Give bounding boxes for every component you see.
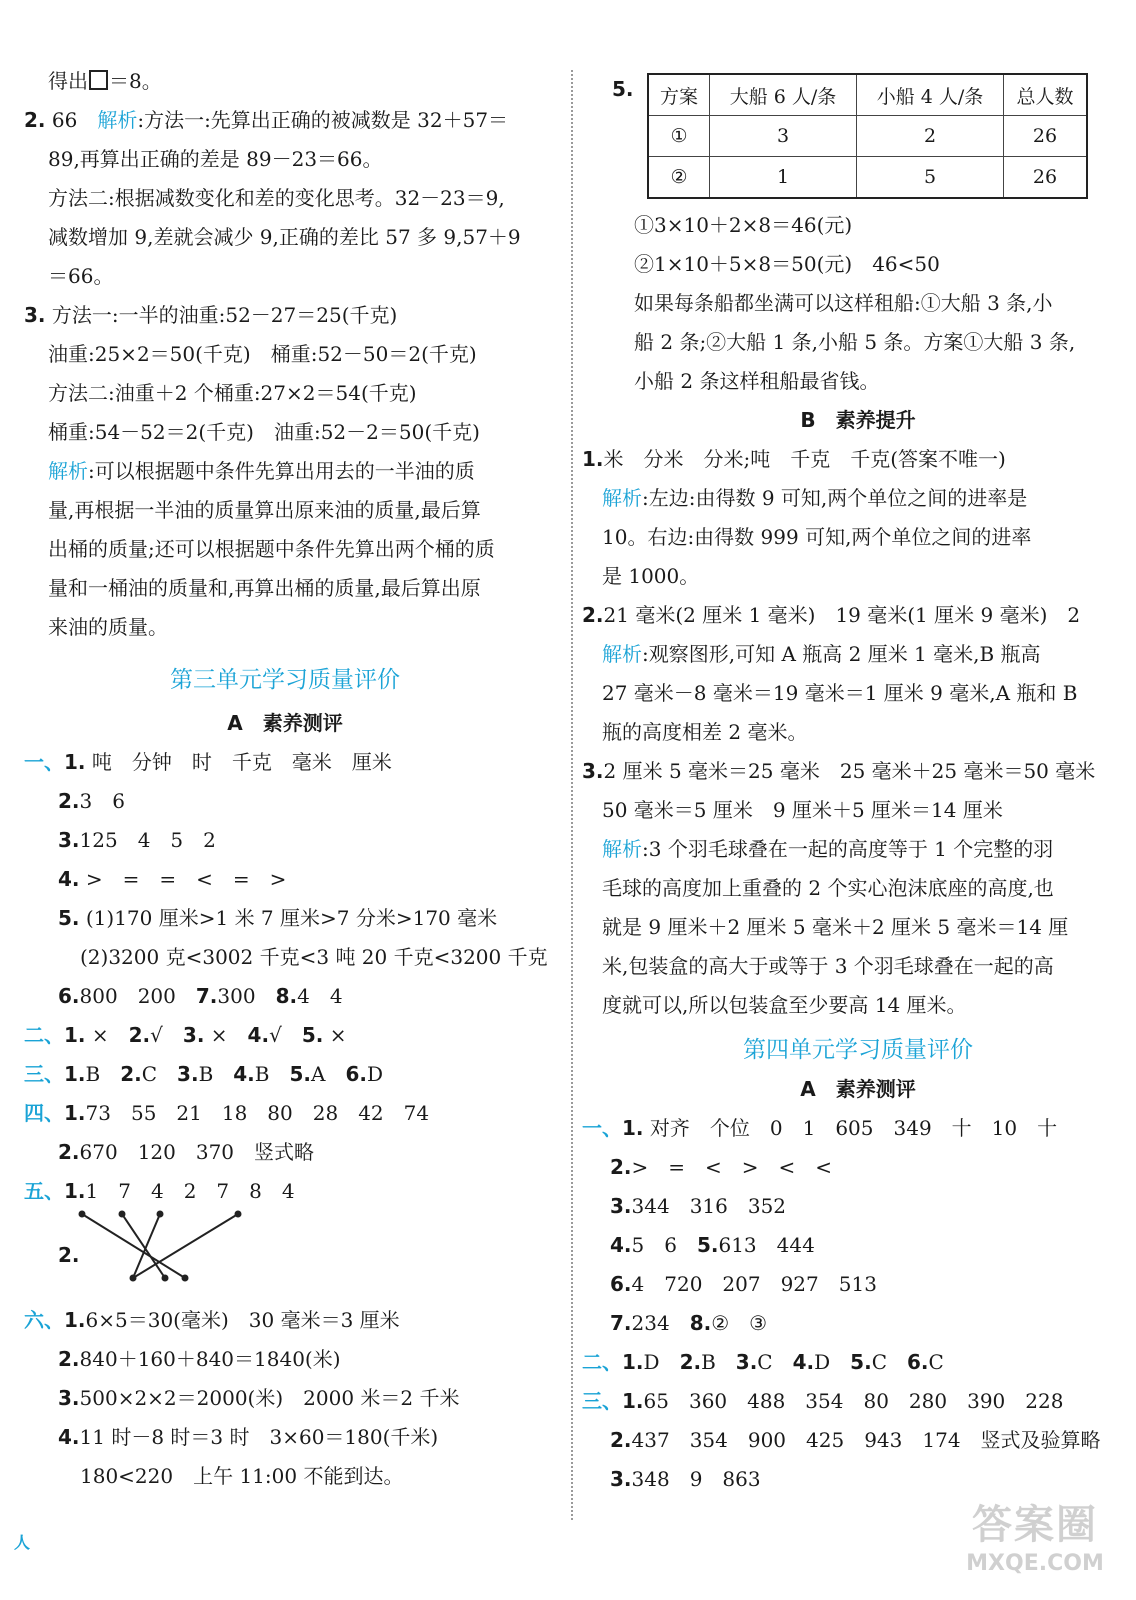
answer: 吨 分钟 时 千克 毫米 厘米: [91, 750, 392, 774]
text-line: 50 毫米＝5 厘米 9 厘米＋5 厘米＝14 厘米: [602, 798, 1003, 822]
text-line: 油重:25×2＝50(千克) 桶重:52－50＝2(千克): [48, 342, 477, 366]
text: :方法一:先算出正确的被减数是 32＋57＝: [137, 108, 509, 132]
text: :左边:由得数 9 可知,两个单位之间的进率是: [642, 486, 1028, 510]
answer: C: [871, 1350, 887, 1374]
match-dot: [130, 1275, 137, 1282]
answer: A: [311, 1062, 326, 1086]
answer: B: [85, 1062, 101, 1086]
answer: C: [757, 1350, 773, 1374]
text: ＝8。: [109, 69, 162, 93]
question-number: 1.: [64, 1023, 86, 1047]
section-marker: 一、: [582, 1116, 622, 1140]
text: 得出: [48, 69, 88, 93]
match-line: [133, 1214, 238, 1278]
table-cell: 3: [710, 116, 857, 157]
answer: 65 360 488 354 80 280 390 228: [643, 1389, 1064, 1413]
text-line: 89,再算出正确的差是 89－23＝66。: [48, 147, 383, 171]
question-number: 1.: [622, 1116, 644, 1140]
answer: ② ③: [711, 1311, 768, 1335]
question-number: 3.: [610, 1467, 632, 1491]
answer: 800 200: [79, 984, 176, 1008]
question-number: 5.: [612, 77, 634, 101]
text-line: 船 2 条;②大船 1 条,小船 5 条。方案①大船 3 条,: [634, 330, 1076, 354]
question-number: 1.: [64, 1101, 86, 1125]
question-number: 3.: [58, 1386, 80, 1410]
table-header: 小船 4 人/条: [857, 74, 1004, 116]
table-header: 方案: [648, 74, 710, 116]
question-number: 3.: [177, 1062, 199, 1086]
answer: 21 毫米(2 厘米 1 毫米) 19 毫米(1 厘米 9 毫米) 2: [603, 603, 1081, 627]
question-number: 5.: [850, 1350, 872, 1374]
analysis-label: 解析: [602, 642, 642, 666]
answer: 11 时－8 时＝3 时 3×60＝180(千米): [79, 1425, 439, 1449]
text-line: 度就可以,所以包装盒至少要高 14 厘米。: [602, 993, 967, 1017]
answer-line: [582, 1347, 944, 1377]
question-number: 2.: [610, 1428, 632, 1452]
analysis-line: [602, 834, 1053, 864]
analysis-line: [48, 456, 475, 486]
answer: 234: [631, 1311, 670, 1335]
question-number: 1.: [64, 750, 86, 774]
answer: ×: [210, 1023, 228, 1047]
answer: 670 120 370 竖式略: [79, 1140, 315, 1164]
table-cell: ①: [648, 116, 710, 157]
text: :可以根据题中条件先算出用去的一半油的质: [88, 459, 475, 483]
answer-line: [58, 1344, 341, 1374]
text-line: 出桶的质量;还可以根据题中条件先算出两个桶的质: [48, 537, 495, 561]
text-line: ②1×10＋5×8＝50(元) 46<50: [634, 252, 940, 276]
answer: D: [366, 1062, 384, 1086]
question-number: 5.: [696, 1233, 719, 1257]
answer: 613 444: [718, 1233, 815, 1257]
question-number: 2.: [58, 789, 80, 813]
answer: C: [141, 1062, 158, 1086]
answer: 125 4 5 2: [79, 828, 216, 852]
table-header: 大船 6 人/条: [710, 74, 857, 116]
question-number: 3.: [582, 759, 604, 783]
answer: 1 7 4 2 7 8 4: [85, 1179, 295, 1203]
analysis-label: 解析: [48, 459, 88, 483]
match-dot: [119, 1211, 126, 1218]
table-row: [648, 157, 1087, 199]
question-number: 1.: [64, 1308, 86, 1332]
question-number: 2.: [58, 1140, 80, 1164]
answer: 5 6: [631, 1233, 677, 1257]
text-line: 就是 9 厘米＋2 厘米 5 毫米＋2 厘米 5 毫米＝14 厘: [602, 915, 1069, 939]
unit-title: 第三单元学习质量评价: [170, 667, 400, 693]
question-number: 2.: [58, 1347, 80, 1371]
text-line: 方法二:油重＋2 个桶重:27×2＝54(千克): [48, 381, 417, 405]
match-line: [133, 1214, 160, 1278]
answer: √: [269, 1023, 282, 1047]
question-number: 6.: [610, 1272, 632, 1296]
text-line: ①3×10＋2×8＝46(元): [634, 213, 853, 237]
table-cell: 5: [857, 157, 1004, 199]
answer-line: [48, 66, 162, 96]
question-number: 1.: [622, 1350, 644, 1374]
answer-line: [58, 903, 497, 933]
question-number: 4.: [233, 1062, 255, 1086]
table-cell: 26: [1004, 116, 1088, 157]
answer-line: [582, 600, 1080, 630]
answer-line: [24, 1098, 429, 1128]
answer-line: [58, 1383, 460, 1413]
question-number: 4.: [58, 1425, 80, 1449]
question-number: 4.: [247, 1023, 270, 1047]
answer: D: [643, 1350, 660, 1374]
question-number: 1.: [622, 1389, 644, 1413]
answer: 米 分米 分米;吨 千克 千克(答案不唯一): [603, 447, 1006, 471]
answer: 344 316 352: [631, 1194, 787, 1218]
answer-line: [582, 444, 1006, 474]
answer-line: [610, 1269, 877, 1299]
match-dot: [79, 1211, 86, 1218]
text-line: 减数增加 9,差就会减少 9,正确的差比 57 多 9,57＋9: [48, 225, 521, 249]
section-subtitle: B 素养提升: [800, 408, 916, 432]
text-line: 来油的质量。: [48, 615, 168, 639]
text-line: 桶重:54－52＝2(千克) 油重:52－2＝50(千克): [48, 420, 480, 444]
question-number: 2.: [128, 1023, 151, 1047]
answer-line: [24, 300, 397, 330]
question-number: 6.: [58, 984, 80, 1008]
answer-line: [610, 1308, 767, 1338]
text: :3 个羽毛球叠在一起的高度等于 1 个完整的羽: [642, 837, 1054, 861]
question-number: 4.: [58, 867, 80, 891]
text-line: ＝66。: [48, 264, 114, 288]
answer-line: [58, 786, 125, 816]
answer: (1)170 厘米>1 米 7 厘米>7 分米>170 毫米: [85, 906, 498, 930]
answer-line: [58, 864, 286, 894]
answer: 348 9 863: [631, 1467, 761, 1491]
question-number: 3.: [24, 303, 46, 327]
table-cell: ②: [648, 157, 710, 199]
section-marker: 四、: [24, 1101, 64, 1125]
answer-line: [58, 1422, 438, 1452]
text: 方法一:一半的油重:52－27＝25(千克): [51, 303, 398, 327]
question-number: 1.: [582, 447, 604, 471]
match-dot: [157, 1211, 164, 1218]
column-divider: [571, 70, 573, 1520]
table-cell: 2: [857, 116, 1004, 157]
section-marker: 二、: [582, 1350, 622, 1374]
question-number: 5.: [58, 906, 80, 930]
section-subtitle: A 素养测评: [800, 1077, 916, 1101]
answer: √: [150, 1023, 163, 1047]
answer-line: [24, 105, 508, 135]
watermark-text: 答案圈: [972, 1502, 1098, 1548]
answer-line: [582, 756, 1095, 786]
question-number: 1.: [64, 1179, 86, 1203]
text-line: 毛球的高度加上重叠的 2 个实心泡沫底座的高度,也: [602, 876, 1054, 900]
answer: B: [254, 1062, 270, 1086]
question-number: 3.: [58, 828, 80, 852]
matching-lines-diagram: [70, 1200, 260, 1292]
answer-line: [58, 981, 343, 1011]
unit-title: 第四单元学习质量评价: [743, 1037, 973, 1063]
watermark-logo: [950, 1500, 1120, 1590]
text: :观察图形,可知 A 瓶高 2 厘米 1 毫米,B 瓶高: [642, 642, 1041, 666]
match-line: [82, 1214, 185, 1278]
answer: ×: [91, 1023, 109, 1047]
answer: 500×2×2＝2000(米) 2000 米＝2 千米: [79, 1386, 460, 1410]
answer-line: [610, 1425, 1101, 1455]
answer: 4 720 207 927 513: [631, 1272, 877, 1296]
text-line: 瓶的高度相差 2 毫米。: [602, 720, 808, 744]
answer-line: [24, 1020, 346, 1050]
answer: ×: [329, 1023, 347, 1047]
answer-line: [610, 1230, 815, 1260]
analysis-line: [602, 639, 1041, 669]
answer: 840＋160＋840＝1840(米): [79, 1347, 341, 1371]
text-line: (2)3200 克<3002 千克<3 吨 20 千克<3200 千克: [80, 945, 548, 969]
answer-line: [582, 1113, 1057, 1143]
answer: B: [198, 1062, 214, 1086]
section-marker: 三、: [24, 1062, 64, 1086]
watermark-url: MXQE.COM: [966, 1551, 1104, 1576]
question-number: 8.: [689, 1311, 712, 1335]
question-number: 3.: [735, 1350, 758, 1374]
question-number: 7.: [195, 984, 218, 1008]
text-line: 27 毫米－8 毫米＝19 毫米＝1 厘米 9 毫米,A 瓶和 B: [602, 681, 1078, 705]
question-number: 5.: [301, 1023, 324, 1047]
text-line: 是 1000。: [602, 564, 700, 588]
question-number: 6.: [345, 1062, 367, 1086]
answer-line: [58, 825, 216, 855]
question-number: 4.: [610, 1233, 632, 1257]
answer: 6×5＝30(毫米) 30 毫米＝3 厘米: [85, 1308, 400, 1332]
analysis-label: 解析: [602, 837, 642, 861]
text-line: 180<220 上午 11:00 不能到达。: [80, 1464, 404, 1488]
match-dot: [182, 1275, 189, 1282]
table-cell: 26: [1004, 157, 1088, 199]
table-header-row: [648, 74, 1087, 116]
question-number: 2.: [610, 1155, 632, 1179]
answer: D: [814, 1350, 831, 1374]
section-marker: 六、: [24, 1308, 64, 1332]
match-dot: [162, 1275, 169, 1282]
answer: C: [928, 1350, 944, 1374]
answer: > = < > < <: [631, 1155, 833, 1179]
question-number: 7.: [610, 1311, 632, 1335]
answer-line: [610, 1464, 761, 1494]
table-cell: 1: [710, 157, 857, 199]
question-number: 3.: [182, 1023, 205, 1047]
blank-box: [89, 70, 108, 90]
answer: 437 354 900 425 943 174 竖式及验算略: [631, 1428, 1101, 1452]
page-corner-mark: 人: [14, 1533, 31, 1552]
text-line: 量,再根据一半油的质量算出原来油的质量,最后算: [48, 498, 481, 522]
answer-line: [58, 1137, 314, 1167]
table-header: 总人数: [1004, 74, 1088, 116]
answer: > = = < = >: [85, 867, 287, 891]
question-number: 2.: [120, 1062, 142, 1086]
answer-line: [24, 1305, 400, 1335]
question-number: 4.: [792, 1350, 815, 1374]
answer: B: [701, 1350, 716, 1374]
question-number: 3.: [610, 1194, 632, 1218]
answer-line: [24, 1059, 383, 1089]
answer: 3 6: [79, 789, 125, 813]
section-marker: 三、: [582, 1389, 622, 1413]
answer: 4 4: [297, 984, 343, 1008]
analysis-line: [602, 483, 1027, 513]
text-line: 如果每条船都坐满可以这样租船:①大船 3 条,小: [634, 291, 1053, 315]
section-marker: 二、: [24, 1023, 64, 1047]
question-number: 1.: [64, 1062, 86, 1086]
text-line: 小船 2 条这样租船最省钱。: [634, 369, 880, 393]
answer: 300: [217, 984, 256, 1008]
table-row: [648, 116, 1087, 157]
question-number: 2.: [582, 603, 604, 627]
text-line: 米,包装盒的高大于或等于 3 个羽毛球叠在一起的高: [602, 954, 1054, 978]
answer: 73 55 21 18 80 28 42 74: [85, 1101, 430, 1125]
text-line: 10。右边:由得数 999 可知,两个单位之间的进率: [602, 525, 1032, 549]
question-number: 2.: [679, 1350, 702, 1374]
section-subtitle: A 素养测评: [227, 711, 343, 735]
analysis-label: 解析: [602, 486, 642, 510]
answer: 66: [51, 108, 78, 132]
answer-line: [610, 1191, 786, 1221]
section-marker: 一、: [24, 750, 64, 774]
answer-line: [610, 1152, 832, 1182]
answer-line: [24, 747, 392, 777]
text-line: 量和一桶油的质量和,再算出桶的质量,最后算出原: [48, 576, 481, 600]
question-number: 5.: [289, 1062, 311, 1086]
question-number: 2.: [58, 1243, 80, 1267]
section-marker: 五、: [24, 1179, 64, 1203]
answer: 2 厘米 5 毫米＝25 毫米 25 毫米＋25 毫米＝50 毫米: [603, 759, 1096, 783]
answer: 对齐 个位 0 1 605 349 十 10 十: [649, 1116, 1058, 1140]
answer-line: [582, 1386, 1063, 1416]
question-number: 6.: [907, 1350, 929, 1374]
question-number: 2.: [24, 108, 46, 132]
match-line: [122, 1214, 165, 1278]
boat-plan-table: [647, 73, 1088, 199]
text-line: 方法二:根据减数变化和差的变化思考。32－23＝9,: [48, 186, 505, 210]
analysis-label: 解析: [97, 108, 138, 132]
match-dot: [235, 1211, 242, 1218]
question-number: 8.: [275, 984, 298, 1008]
